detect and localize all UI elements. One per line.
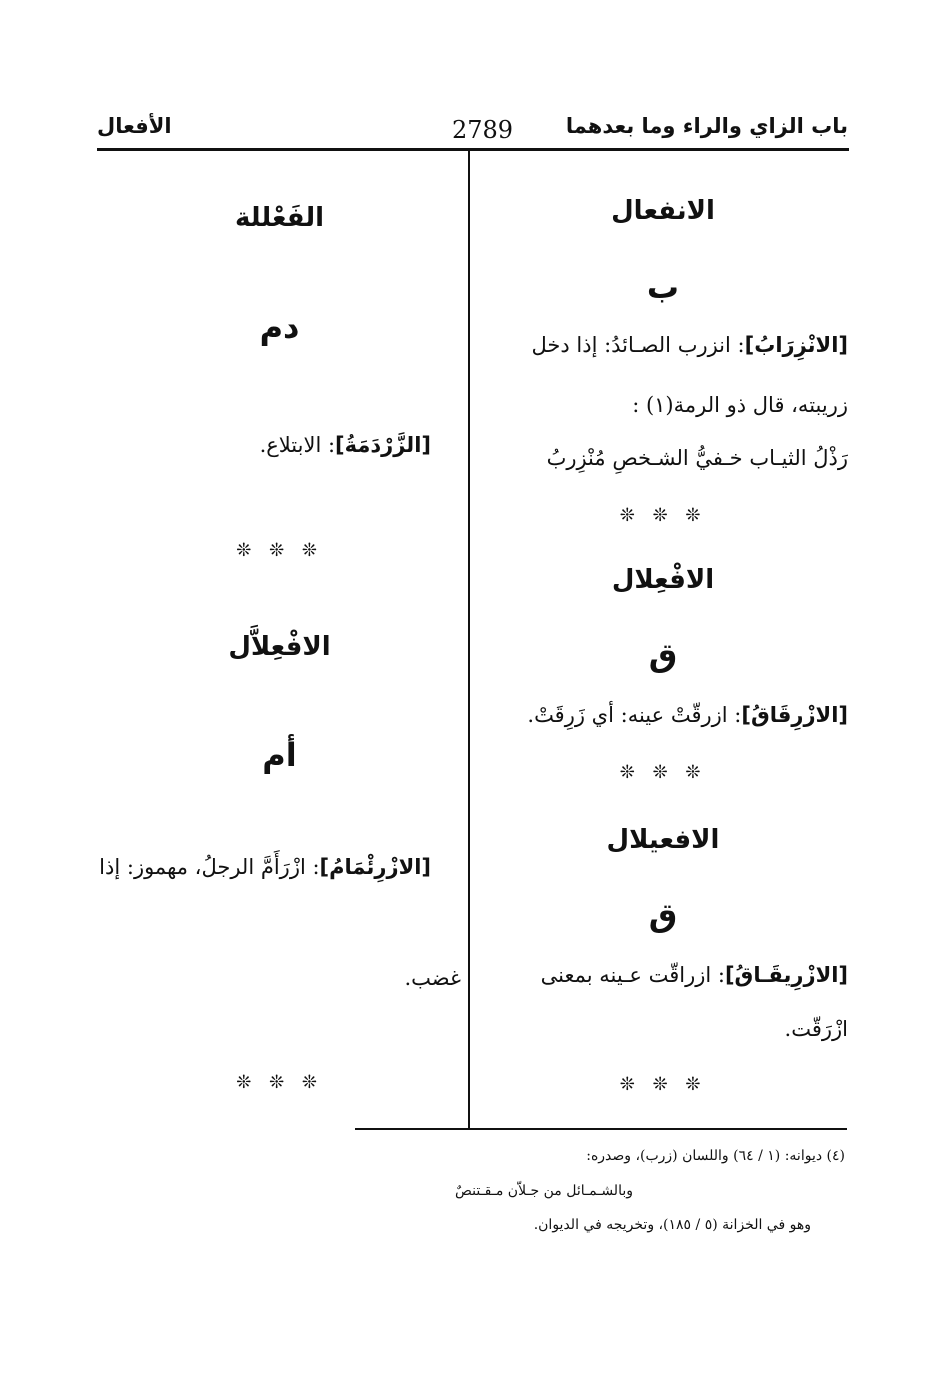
header-rule (97, 148, 849, 151)
footnote-line-3: وهو في الخزانة (٥ / ١٨٥)، وتخريجه في الديوان. (533, 1217, 811, 1233)
entry-text: : ازْرَأَمَّ الرجلُ، مهموز: إذا (99, 855, 320, 879)
root-letters-dal-mim: دم (259, 308, 300, 346)
entry-izrimam (99, 855, 431, 879)
root-letter-qaf: ق (648, 896, 678, 934)
section-divider-stars: ❊ ❊ ❊ (236, 540, 323, 561)
entry-inzirab (531, 333, 848, 357)
entry-izriqaq-2 (541, 963, 848, 987)
footnote-line-1: (٤) ديوانه: (١ / ٦٤) واللسان (زرب)، وصدره: (586, 1148, 845, 1164)
entry-term: [الزَّرْدَمَةُ] (335, 433, 431, 457)
entry-term: [الازْرِيقَـاقُ] (724, 963, 848, 987)
section-heading-infial: الانفعال (611, 196, 715, 226)
section-heading-ifillal: الافْعِلاَّل (228, 632, 331, 662)
entry-text: : الابتلاع. (259, 433, 336, 457)
running-header-left: الأفعال (97, 114, 172, 138)
entry-text: : انزرب الصـائدُ: إذا دخل (531, 333, 745, 357)
footnote-verse: وبالشـمـائل من جـلاّن مـقـتنصٌ (454, 1183, 633, 1199)
entry-izriqaq (527, 703, 848, 727)
entry-izrimam-line2: غضب. (404, 966, 461, 990)
entry-text: : ازراقّت عـينه بمعنى (540, 963, 725, 987)
entry-term: [الانْزِرَابُ] (744, 333, 848, 357)
entry-text: : ازرقّتْ عينه: أي زَرِقَتْ. (527, 703, 742, 727)
entry-inzirab-line2: زريبته، قال ذو الرمة(١) : (632, 393, 848, 417)
section-heading-ifiilal: الافعيلال (606, 825, 720, 855)
section-divider-stars: ❊ ❊ ❊ (619, 1074, 707, 1095)
entry-zardama (260, 433, 431, 457)
root-letter-qaf: ق (648, 636, 678, 674)
section-divider-stars: ❊ ❊ ❊ (236, 1072, 323, 1093)
entry-term: [الازْرِئْمَامُ] (319, 855, 431, 879)
section-divider-stars: ❊ ❊ ❊ (619, 505, 707, 526)
column-divider (468, 150, 470, 1128)
section-heading-falala: الفَعْللة (234, 203, 325, 233)
poetry-verse: رَذْلُ الثيـاب خـفيُّ الشـخصِ مُنْزِربُ (546, 446, 848, 470)
section-heading-ifilal: الافْعِلال (611, 565, 715, 595)
entry-term: [الازْرِقَاقُ] (741, 703, 848, 727)
running-header-right: باب الزاي والراء وما بعدهما (565, 114, 848, 138)
root-letter-ba: ب (646, 268, 680, 306)
footnote-rule (355, 1128, 847, 1130)
section-divider-stars: ❊ ❊ ❊ (619, 762, 707, 783)
root-letters-hamza-mim: أم (262, 736, 297, 774)
page-number: 2789 (452, 116, 514, 144)
entry-izriqaq-2-line2: ازْرَقّت. (784, 1017, 848, 1041)
